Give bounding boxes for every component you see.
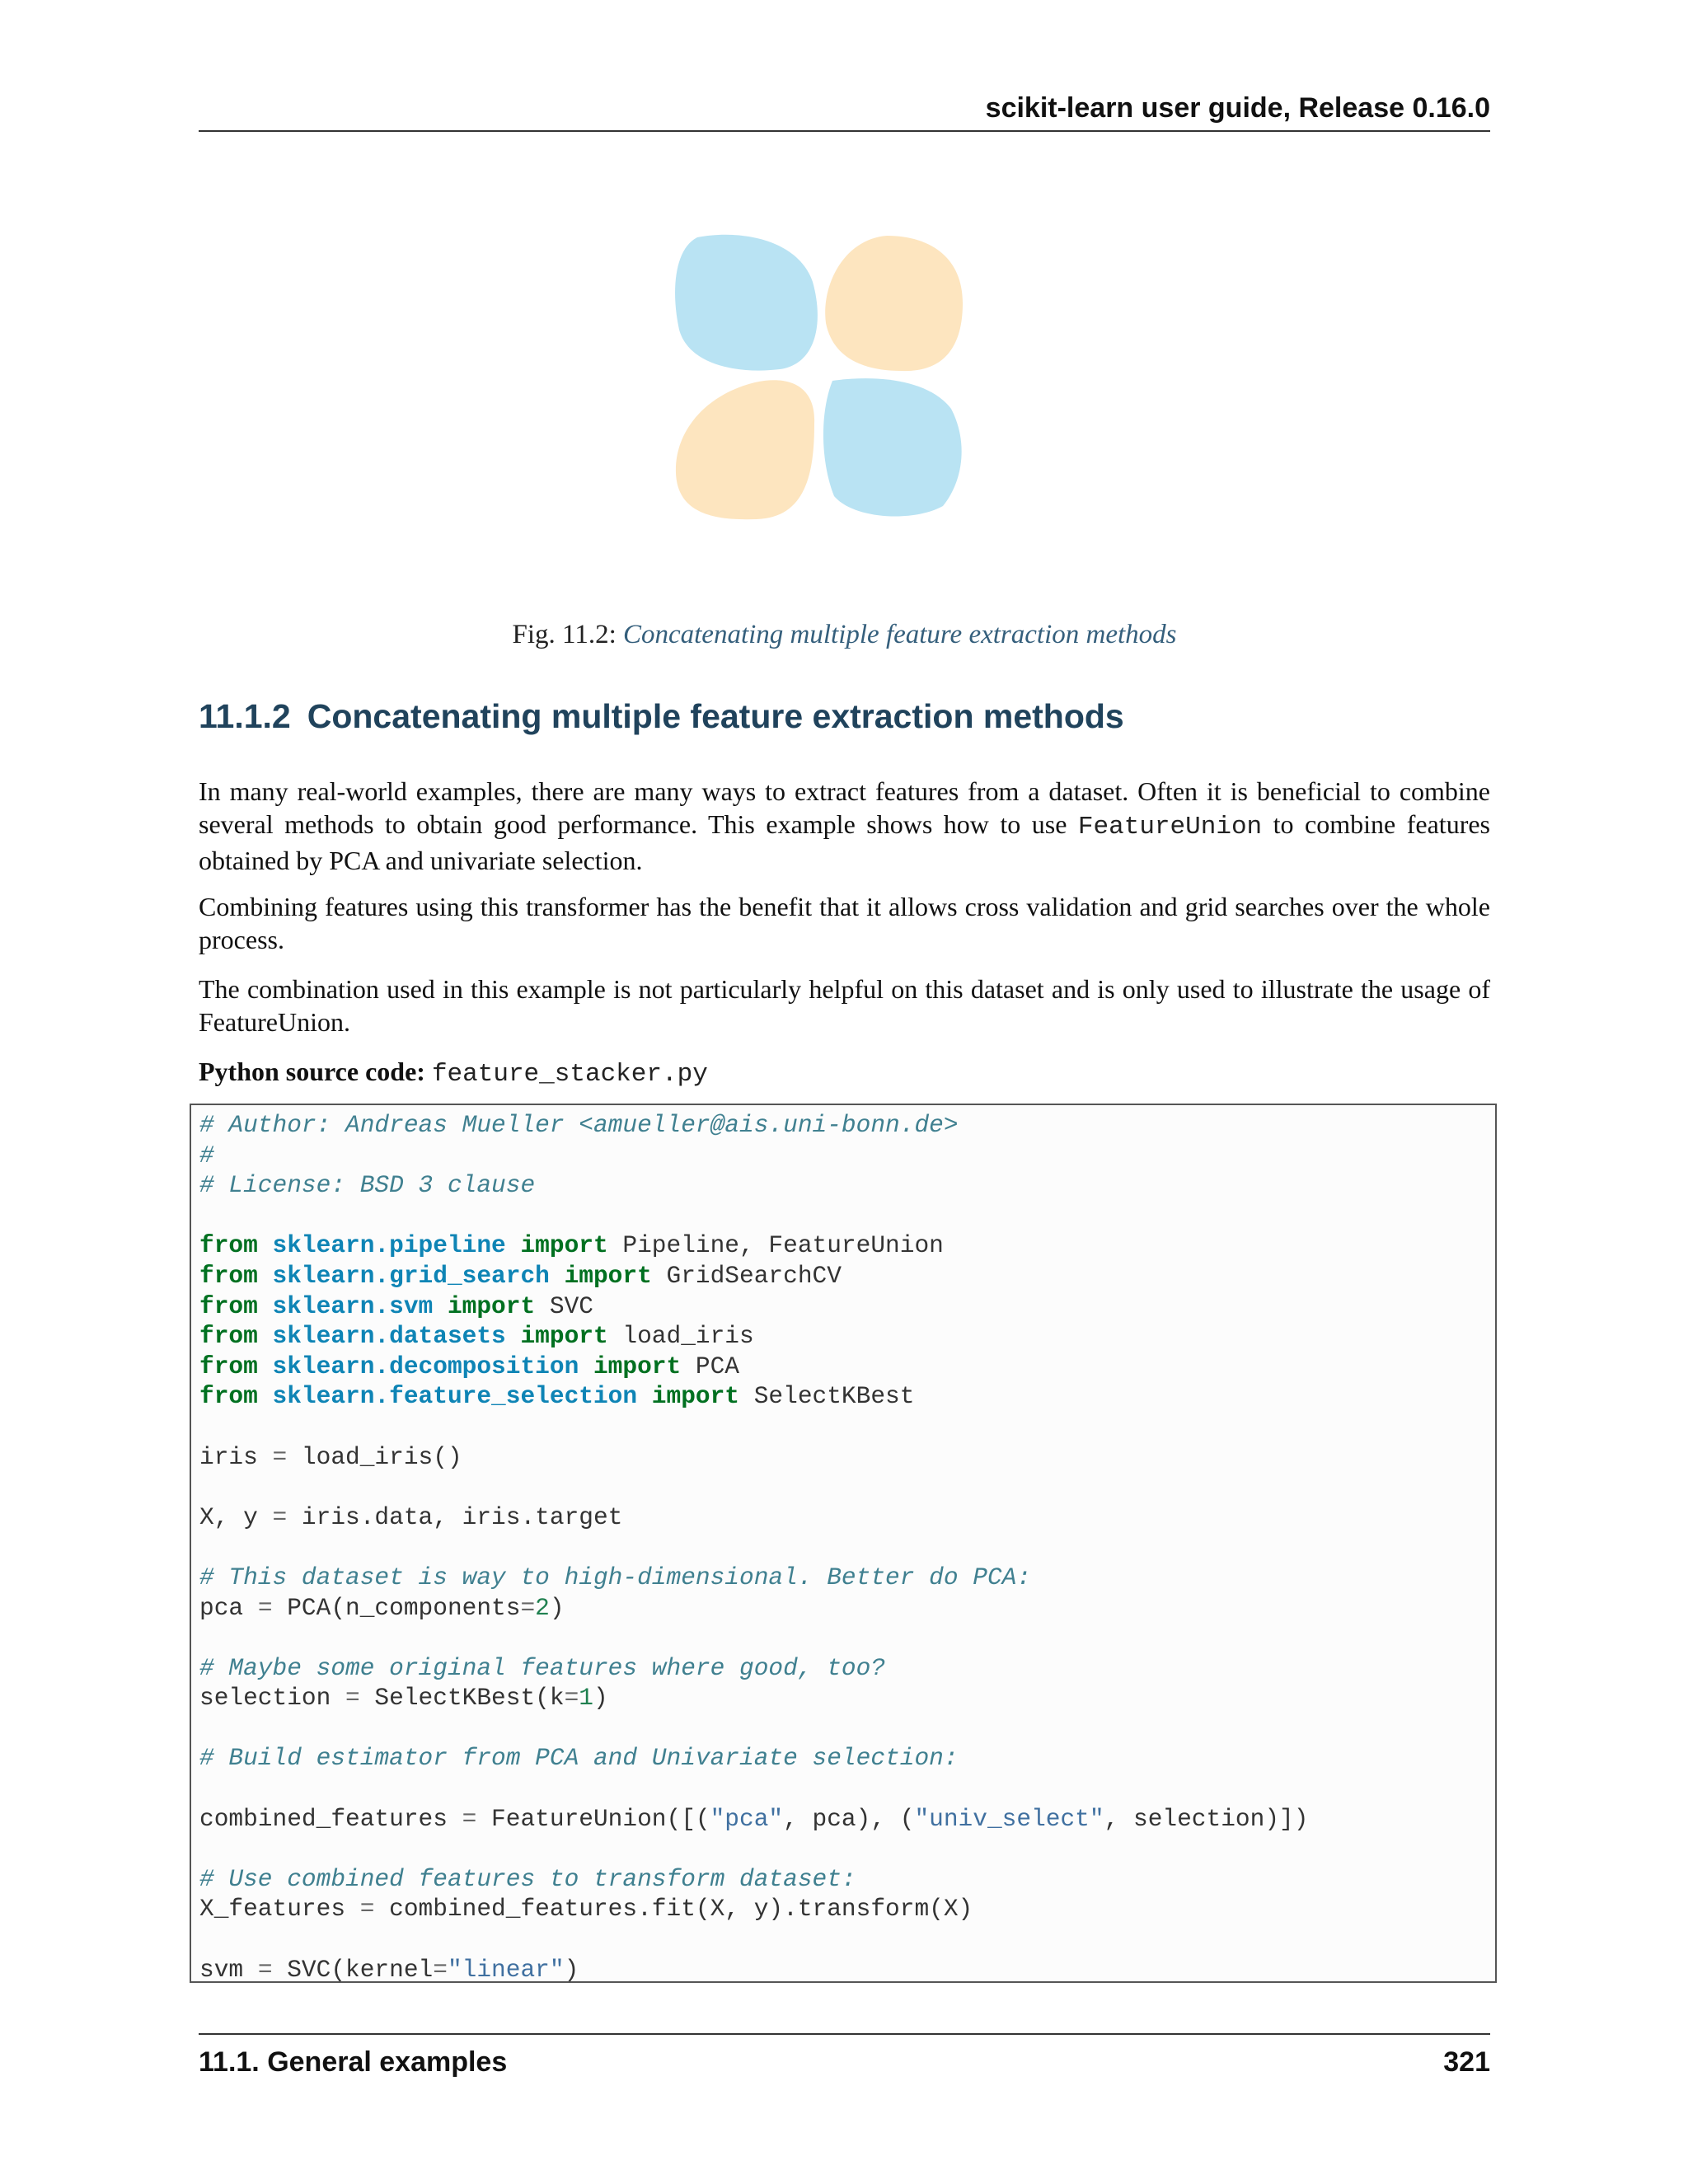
code-line bbox=[199, 1110, 1495, 1141]
code-token: iris bbox=[199, 1442, 273, 1471]
inline-code-featureunion[interactable]: FeatureUnion bbox=[1077, 813, 1263, 841]
code-token: ) bbox=[549, 1593, 565, 1622]
decision-surface-figure bbox=[674, 232, 964, 521]
code-token bbox=[433, 1292, 448, 1320]
code-token: sklearn.pipeline bbox=[272, 1231, 506, 1260]
source-file-link[interactable]: feature_stacker.py bbox=[431, 1060, 708, 1089]
code-token bbox=[506, 1231, 521, 1259]
running-title: scikit-learn user guide, Release 0.16.0 bbox=[985, 92, 1490, 124]
code-line bbox=[199, 1141, 1495, 1171]
code-token: = bbox=[272, 1502, 288, 1531]
code-token bbox=[637, 1382, 652, 1410]
code-line bbox=[199, 1352, 1495, 1382]
code-token bbox=[506, 1322, 521, 1350]
page-footer bbox=[199, 2033, 1490, 2079]
code-token: sklearn.datasets bbox=[272, 1322, 506, 1351]
code-token bbox=[258, 1322, 273, 1350]
code-line bbox=[199, 1502, 1495, 1533]
code-line bbox=[199, 1774, 1495, 1804]
code-token: SVC(kernel bbox=[272, 1955, 434, 1983]
code-token: # Maybe some original features where good, too? bbox=[199, 1653, 886, 1682]
paragraph-benefit: Combining features using this transformer has the benefit that it allows cross validation and grid searches over the whole process. bbox=[199, 892, 1490, 954]
code-token bbox=[550, 1262, 565, 1290]
code-token bbox=[258, 1352, 273, 1380]
code-token: = bbox=[272, 1442, 288, 1471]
code-token: Pipeline, FeatureUnion bbox=[607, 1231, 944, 1260]
code-token: PCA(n_components bbox=[272, 1593, 521, 1622]
code-token: = bbox=[345, 1684, 360, 1713]
blob-bottom-right bbox=[823, 378, 962, 516]
code-token: 1 bbox=[579, 1684, 593, 1713]
code-line bbox=[199, 1291, 1495, 1322]
code-token: # Author: Andreas Mueller <amueller@ais.uni-bonn.de> bbox=[199, 1111, 959, 1139]
blob-top-right bbox=[825, 236, 963, 371]
paragraph-usage: The combination used in this example is not particularly helpful on this dataset and is only used to illustrate the usage of FeatureUnion. bbox=[199, 974, 1490, 1037]
code-token: SVC bbox=[535, 1291, 593, 1320]
code-token: = bbox=[462, 1804, 477, 1833]
code-token: # Build estimator from PCA and Univariate selection: bbox=[199, 1744, 959, 1773]
code-token: GridSearchCV bbox=[651, 1261, 842, 1290]
code-token: "linear" bbox=[447, 1955, 565, 1983]
code-line bbox=[199, 1412, 1495, 1442]
code-line bbox=[199, 1532, 1495, 1563]
code-token: svm bbox=[199, 1955, 258, 1983]
code-token bbox=[258, 1231, 273, 1259]
code-token: = bbox=[257, 1955, 273, 1983]
code-token: import bbox=[564, 1261, 652, 1290]
code-line bbox=[199, 1381, 1495, 1412]
code-line bbox=[199, 1472, 1495, 1502]
code-token: "univ_select" bbox=[914, 1804, 1104, 1833]
running-header bbox=[199, 92, 1490, 132]
code-token: = bbox=[257, 1593, 273, 1622]
code-line bbox=[199, 1230, 1495, 1261]
code-token: , selection)]) bbox=[1104, 1804, 1309, 1833]
code-token: combined_features bbox=[199, 1804, 462, 1833]
code-token: ) bbox=[593, 1684, 608, 1713]
code-line bbox=[199, 1924, 1495, 1955]
figure-caption-link[interactable]: Concatenating multiple feature extraction methods bbox=[622, 620, 1177, 649]
code-line bbox=[199, 1563, 1495, 1593]
blob-top-left bbox=[675, 235, 818, 371]
code-token: X, y bbox=[199, 1502, 273, 1531]
code-token: = bbox=[564, 1684, 579, 1713]
code-token: from bbox=[199, 1382, 258, 1411]
code-token: from bbox=[199, 1231, 258, 1260]
intro-text-end: to combine features obtained by PCA and univariate selection. bbox=[199, 809, 1491, 875]
code-token bbox=[258, 1292, 273, 1320]
code-token bbox=[579, 1352, 593, 1380]
code-token: combined_features.fit(X, y).transform(X) bbox=[374, 1895, 973, 1924]
code-token: sklearn.svm bbox=[272, 1291, 434, 1320]
code-token: import bbox=[447, 1291, 536, 1320]
code-line bbox=[199, 1201, 1495, 1231]
code-line bbox=[199, 1834, 1495, 1864]
source-code-line bbox=[199, 1055, 1490, 1091]
code-token: from bbox=[199, 1322, 258, 1351]
code-line bbox=[199, 1955, 1495, 1983]
code-token: PCA bbox=[681, 1352, 740, 1380]
code-token: sklearn.grid_search bbox=[272, 1261, 550, 1290]
code-line bbox=[199, 1653, 1495, 1684]
code-token: "pca" bbox=[710, 1804, 784, 1833]
code-token: SelectKBest bbox=[739, 1382, 915, 1411]
source-code-label: Python source code: bbox=[199, 1057, 425, 1086]
code-token: SelectKBest(k bbox=[359, 1684, 565, 1713]
code-token: # License: BSD 3 clause bbox=[199, 1171, 536, 1200]
code-token: # This dataset is way to high-dimensional. Better do PCA: bbox=[199, 1563, 1032, 1591]
code-token: from bbox=[199, 1352, 258, 1380]
intro-text-start: In many real-world examples, there are many ways to extract features from a dataset. Often it is beneficial to combine several methods to obtain good performance. This example shows how to use bbox=[199, 776, 1490, 839]
code-token: # Use combined features to transform dataset: bbox=[199, 1864, 856, 1893]
code-line bbox=[199, 1321, 1495, 1352]
code-line bbox=[199, 1894, 1495, 1924]
code-token bbox=[258, 1262, 273, 1290]
code-token: X_features bbox=[199, 1895, 360, 1924]
blob-bottom-left bbox=[676, 380, 814, 519]
code-line bbox=[199, 1261, 1495, 1291]
figure-caption bbox=[199, 620, 1490, 650]
code-token: = bbox=[359, 1895, 375, 1924]
code-line bbox=[199, 1683, 1495, 1713]
code-line bbox=[199, 1170, 1495, 1201]
code-token: iris.data, iris.target bbox=[287, 1502, 623, 1531]
code-line bbox=[199, 1593, 1495, 1624]
figure-label: Fig. 11.2: bbox=[512, 620, 617, 649]
code-token: # bbox=[199, 1141, 214, 1169]
section-title: Concatenating multiple feature extraction methods bbox=[307, 697, 1124, 735]
code-token: FeatureUnion([( bbox=[476, 1804, 710, 1833]
code-token: import bbox=[593, 1352, 682, 1380]
code-token: sklearn.decomposition bbox=[272, 1352, 579, 1380]
code-token: from bbox=[199, 1291, 258, 1320]
code-token: sklearn.feature_selection bbox=[272, 1382, 638, 1411]
code-line bbox=[199, 1864, 1495, 1895]
code-token: selection bbox=[199, 1684, 346, 1713]
code-token: load_iris bbox=[607, 1322, 754, 1351]
paragraph-intro bbox=[199, 775, 1490, 877]
code-token: load_iris() bbox=[287, 1442, 462, 1471]
code-token: = bbox=[520, 1593, 536, 1622]
code-line bbox=[199, 1442, 1495, 1473]
code-token: import bbox=[520, 1322, 608, 1351]
code-line bbox=[199, 1713, 1495, 1744]
code-line bbox=[199, 1743, 1495, 1774]
code-line bbox=[199, 1804, 1495, 1835]
section-heading bbox=[199, 697, 1124, 736]
code-token: from bbox=[199, 1261, 258, 1290]
code-token: = bbox=[433, 1955, 448, 1983]
code-token bbox=[258, 1382, 273, 1410]
code-token: import bbox=[651, 1382, 740, 1411]
code-token: import bbox=[520, 1231, 608, 1260]
code-token: pca bbox=[199, 1593, 258, 1622]
code-line bbox=[199, 1623, 1495, 1653]
section-number: 11.1.2 bbox=[199, 697, 291, 735]
code-token: 2 bbox=[535, 1593, 550, 1622]
code-token: ) bbox=[564, 1955, 579, 1983]
code-listing bbox=[190, 1104, 1497, 1983]
page-number: 321 bbox=[1443, 2046, 1490, 2078]
footer-section: 11.1. General examples bbox=[199, 2046, 508, 2078]
code-token: , pca), ( bbox=[783, 1804, 915, 1833]
